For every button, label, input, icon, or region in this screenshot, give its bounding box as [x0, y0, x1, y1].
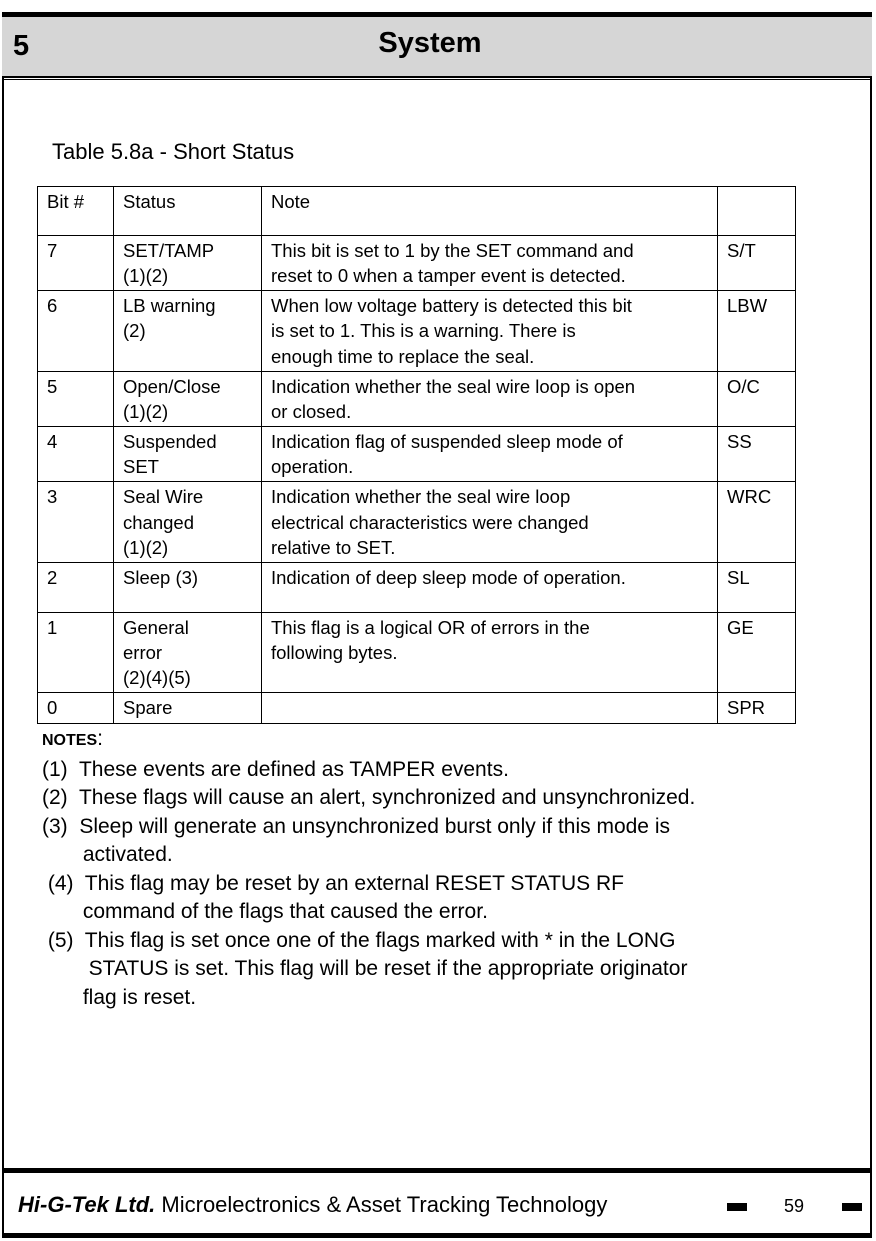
code-cell: WRC — [718, 482, 796, 562]
note-line: (1) These events are defined as TAMPER events. — [42, 757, 509, 781]
note-cell — [262, 236, 718, 291]
note-line: electrical characteristics were changed — [271, 511, 589, 533]
note-line: relative to SET. — [271, 536, 396, 558]
status-line: (1)(2) — [123, 265, 169, 287]
note-line: activated. — [42, 843, 173, 866]
status-cell — [114, 291, 262, 371]
code-cell: SS — [718, 427, 796, 482]
header-cell-status: Status — [114, 187, 262, 236]
bit-cell: 4 — [38, 427, 114, 482]
code-cell: O/C — [718, 371, 796, 426]
header-cell-code — [718, 187, 796, 236]
chapter-number: 5 — [13, 30, 30, 62]
note-line: flag is reset. — [42, 985, 197, 1009]
bit-cell: 2 — [38, 562, 114, 612]
header-cell-bit: Bit # — [38, 187, 114, 236]
header-cell-note: Note — [262, 187, 718, 236]
chapter-title: System — [378, 27, 482, 59]
status-cell — [114, 562, 262, 612]
note-line: enough time to replace the seal. — [271, 345, 535, 367]
status-cell — [114, 482, 262, 562]
bit-cell: 3 — [38, 482, 114, 562]
table-row — [38, 236, 796, 291]
status-cell — [114, 693, 262, 723]
table-caption: Table 5.8a - Short Status — [52, 139, 295, 164]
status-line: Sleep (3) — [123, 566, 199, 588]
note-line: reset to 0 when a tamper event is detected. — [271, 265, 626, 287]
note-line: This flag is a logical OR of errors in the — [271, 616, 590, 638]
note-cell — [262, 291, 718, 371]
note-cell — [262, 427, 718, 482]
status-line: General — [123, 616, 189, 638]
note-line: command of the flags that caused the error. — [42, 900, 488, 923]
notes-heading: NOTES — [42, 732, 98, 749]
note-line: following bytes. — [271, 642, 398, 664]
note-cell — [262, 693, 718, 723]
bit-cell: 7 — [38, 236, 114, 291]
header-rule — [2, 79, 872, 80]
table-header-row — [38, 187, 796, 236]
note-line: is set to 1. This is a warning. There is — [271, 320, 576, 342]
note-cell — [262, 371, 718, 426]
status-line: SET/TAMP — [123, 240, 215, 261]
company-name: Hi-G-Tek Ltd. — [18, 1192, 156, 1217]
note-line: (2) These flags will cause an alert, synchronized and unsynchronized. — [42, 786, 696, 809]
code-cell: S/T — [718, 236, 796, 291]
status-cell — [114, 236, 262, 291]
note-cell — [262, 562, 718, 612]
code-cell: SL — [718, 562, 796, 612]
table-row — [38, 371, 796, 426]
table-row — [38, 612, 796, 692]
table-row — [38, 291, 796, 371]
status-line: Spare — [123, 697, 173, 719]
status-cell — [114, 427, 262, 482]
code-cell: LBW — [718, 291, 796, 371]
status-line: Suspended — [123, 431, 217, 453]
status-line: error — [123, 642, 163, 664]
status-line: Open/Close — [123, 375, 221, 397]
note-line: STATUS is set. This flag will be reset if the appropriate originator — [42, 957, 688, 980]
note-line: Indication whether the seal wire loop is open — [271, 375, 636, 397]
note-line: (3) Sleep will generate an unsynchronized burst only if this mode is — [42, 814, 670, 838]
status-line: (2)(4)(5) — [123, 667, 191, 689]
note-cell — [262, 482, 718, 562]
page-number: 59 — [784, 1196, 805, 1216]
note-line: (5) This flag is set once one of the flags marked with * in the LONG — [42, 928, 676, 952]
bit-cell: 0 — [38, 693, 114, 723]
note-cell — [262, 612, 718, 692]
note-line: or closed. — [271, 400, 352, 422]
note-line: Indication whether the seal wire loop — [271, 486, 571, 508]
note-line: (4) This flag may be reset by an external RESET STATUS RF — [42, 871, 624, 895]
code-cell: GE — [718, 612, 796, 692]
code-cell: SPR — [718, 693, 796, 723]
table-row — [38, 562, 796, 612]
status-line: (1)(2) — [123, 536, 169, 558]
footer-dash-left — [727, 1203, 747, 1211]
notes-colon: : — [97, 727, 103, 750]
company-tagline: Microelectronics & Asset Tracking Technology — [155, 1192, 608, 1217]
footer-dash-right — [842, 1203, 862, 1211]
note-line: operation. — [271, 456, 354, 478]
bit-cell: 5 — [38, 371, 114, 426]
status-line: (1)(2) — [123, 400, 169, 422]
status-line: Seal Wire — [123, 486, 204, 508]
table-row — [38, 427, 796, 482]
note-line: Indication of deep sleep mode of operation. — [271, 566, 626, 588]
note-line: When low voltage battery is detected this bit — [271, 295, 632, 317]
note-line: This bit is set to 1 by the SET command and — [271, 240, 634, 261]
note-line: Indication flag of suspended sleep mode of — [271, 431, 623, 453]
footer-company — [18, 1192, 607, 1218]
status-cell — [114, 371, 262, 426]
bit-cell: 6 — [38, 291, 114, 371]
status-line: (2) — [123, 320, 146, 342]
short-status-table — [37, 186, 796, 724]
status-line: changed — [123, 511, 194, 533]
table-row — [38, 693, 796, 723]
notes-section — [42, 725, 695, 1012]
status-cell — [114, 612, 262, 692]
status-line: LB warning — [123, 295, 216, 317]
table-row — [38, 482, 796, 562]
bit-cell: 1 — [38, 612, 114, 692]
status-line: SET — [123, 456, 159, 478]
